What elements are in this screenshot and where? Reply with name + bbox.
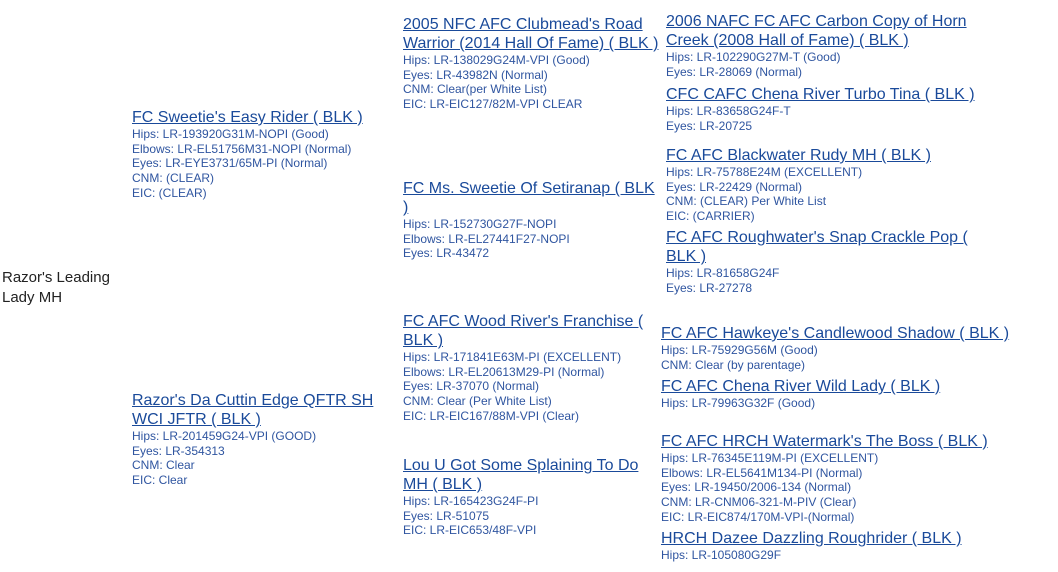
health-info-line: Eyes: LR-19450/2006-134 (Normal) xyxy=(661,480,852,495)
pedigree-entry xyxy=(666,228,986,295)
health-info-line: Eyes: LR-51075 xyxy=(403,508,490,523)
dog-name-link[interactable]: FC AFC HRCH Watermark's The Boss ( BLK ) xyxy=(661,433,988,450)
health-info xyxy=(666,266,986,295)
health-info-line: CNM: (CLEAR) xyxy=(132,171,215,186)
health-info-line: Hips: LR-81658G24F xyxy=(666,266,780,280)
dog-name-link[interactable]: FC AFC Chena River Wild Lady ( BLK ) xyxy=(661,378,941,395)
health-info xyxy=(403,494,661,538)
health-info xyxy=(666,165,1006,224)
health-info-line: CNM: Clear xyxy=(132,458,195,473)
health-info-line: Hips: LR-75788E24M (EXCELLENT) xyxy=(666,165,863,179)
health-info-line: EIC: (CARRIER) xyxy=(666,209,755,224)
subject-dog-name: Razor's Leading Lady MH xyxy=(2,269,110,306)
health-info-line: Eyes: LR-43472 xyxy=(403,246,490,261)
health-info-line: EIC: LR-EIC874/170M-VPI-(Normal) xyxy=(661,509,855,524)
health-info-line: Elbows: LR-EL5641M134-PI (Normal) xyxy=(661,465,863,480)
health-info xyxy=(666,104,1006,133)
dog-name-link[interactable]: HRCH Dazee Dazzling Roughrider ( BLK ) xyxy=(661,530,962,547)
pedigree-entry xyxy=(666,12,986,79)
health-info-line: Hips: LR-102290G27M-T (Good) xyxy=(666,50,841,64)
dog-name-link[interactable]: FC AFC Blackwater Rudy MH ( BLK ) xyxy=(666,147,931,164)
health-info xyxy=(403,350,661,424)
dog-name-link[interactable]: Razor's Da Cuttin Edge QFTR SH WCI JFTR ( BLK ) xyxy=(132,392,374,428)
health-info xyxy=(661,396,1001,411)
health-info-line: Hips: LR-76345E119M-PI (EXCELLENT) xyxy=(661,451,879,465)
pedigree-entry xyxy=(132,108,392,201)
pedigree-entry xyxy=(403,179,661,261)
health-info-line: EIC: LR-EIC653/48F-VPI xyxy=(403,523,537,538)
health-info-line: EIC: (CLEAR) xyxy=(132,185,207,200)
health-info-line: Eyes: LR-43982N (Normal) xyxy=(403,67,548,82)
health-info xyxy=(661,451,1041,525)
dog-name-link[interactable]: 2005 NFC AFC Clubmead's Road Warrior (2014 Hall Of Fame) ( BLK ) xyxy=(403,16,659,52)
health-info xyxy=(132,127,392,201)
health-info-line: EIC: LR-EIC167/88M-VPI (Clear) xyxy=(403,408,580,423)
dog-name-link[interactable]: FC Sweetie's Easy Rider ( BLK ) xyxy=(132,109,363,126)
health-info-line: CNM: Clear(per White List) xyxy=(403,82,548,97)
dog-name-link[interactable]: FC AFC Hawkeye's Candlewood Shadow ( BLK ) xyxy=(661,325,1010,342)
pedigree-entry xyxy=(403,456,661,538)
pedigree-entry xyxy=(403,312,661,424)
health-info-line: Eyes: LR-22429 (Normal) xyxy=(666,179,803,194)
health-info-line: Eyes: LR-37070 (Normal) xyxy=(403,379,540,394)
dog-name-link[interactable]: FC Ms. Sweetie Of Setiranap ( BLK ) xyxy=(403,180,655,216)
health-info-line: Elbows: LR-EL20613M29-PI (Normal) xyxy=(403,364,605,379)
dog-name-link[interactable]: FC AFC Roughwater's Snap Crackle Pop ( BLK ) xyxy=(666,229,968,265)
health-info-line: Eyes: LR-354313 xyxy=(132,443,225,458)
health-info-line: CNM: LR-CNM06-321-M-PIV (Clear) xyxy=(661,495,857,510)
health-info-line: Elbows: LR-EL27441F27-NOPI xyxy=(403,231,570,246)
health-info-line: CNM: (CLEAR) Per White List xyxy=(666,194,827,209)
health-info-line: Eyes: LR-27278 xyxy=(666,280,753,295)
health-info-line: Hips: LR-201459G24-VPI (GOOD) xyxy=(132,429,317,443)
health-info xyxy=(403,53,661,112)
health-info-line: Elbows: LR-EL51756M31-NOPI (Normal) xyxy=(132,141,352,156)
health-info-line: Hips: LR-105080G29F xyxy=(661,548,782,562)
pedigree-entry xyxy=(666,146,1006,224)
health-info-line: Hips: LR-79963G32F (Good) xyxy=(661,396,816,410)
health-info-line: EIC: Clear xyxy=(132,473,188,488)
pedigree-entry xyxy=(403,15,661,112)
health-info xyxy=(132,429,382,488)
pedigree-entry xyxy=(661,529,1041,563)
pedigree-entry xyxy=(666,85,1006,133)
health-info xyxy=(661,343,1041,372)
health-info-line: Hips: LR-171841E63M-PI (EXCELLENT) xyxy=(403,350,622,364)
health-info-line: CNM: Clear (by parentage) xyxy=(661,357,806,372)
health-info-line: Hips: LR-165423G24F-PI xyxy=(403,494,539,508)
dog-name-link[interactable]: Lou U Got Some Splaining To Do MH ( BLK ) xyxy=(403,457,639,493)
dog-name-link[interactable]: FC AFC Wood River's Franchise ( BLK ) xyxy=(403,313,644,349)
pedigree-entry xyxy=(661,377,1001,411)
pedigree-entry xyxy=(661,432,1041,525)
health-info xyxy=(666,50,986,79)
health-info-line: Hips: LR-75929G56M (Good) xyxy=(661,343,818,357)
health-info xyxy=(661,548,1041,563)
dog-name-link[interactable]: 2006 NAFC FC AFC Carbon Copy of Horn Creek (2008 Hall of Fame) ( BLK ) xyxy=(666,13,967,49)
pedigree-entry xyxy=(132,391,382,488)
health-info-line: Hips: LR-138029G24M-VPI (Good) xyxy=(403,53,590,67)
health-info-line: Hips: LR-83658G24F-T xyxy=(666,104,791,118)
health-info-line: Eyes: LR-28069 (Normal) xyxy=(666,64,803,79)
health-info-line: Eyes: LR-EYE3731/65M-PI (Normal) xyxy=(132,156,328,171)
health-info-line: CNM: Clear (Per White List) xyxy=(403,394,552,409)
health-info xyxy=(403,217,661,261)
pedigree-entry xyxy=(661,324,1041,372)
health-info-line: Hips: LR-193920G31M-NOPI (Good) xyxy=(132,127,329,141)
dog-name-link[interactable]: CFC CAFC Chena River Turbo Tina ( BLK ) xyxy=(666,86,975,103)
health-info-line: Eyes: LR-20725 xyxy=(666,118,753,133)
health-info-line: Hips: LR-152730G27F-NOPI xyxy=(403,217,557,231)
health-info-line: EIC: LR-EIC127/82M-VPI CLEAR xyxy=(403,97,583,112)
